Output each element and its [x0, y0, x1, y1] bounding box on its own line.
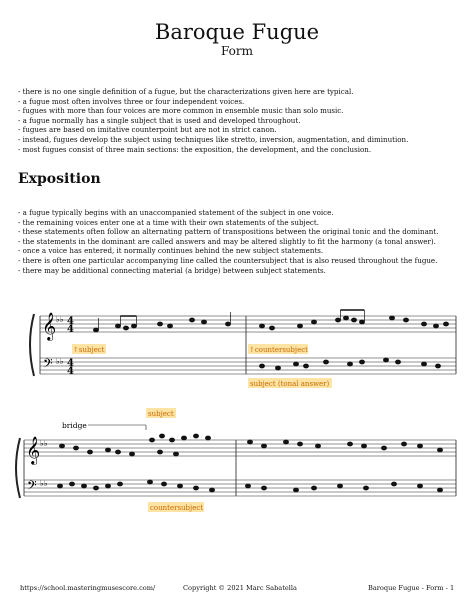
list-item: - there is often one particular accompanying line called the countersubject that is also reused throughout the fugue. [18, 255, 438, 265]
list-item: - fugues are based on imitative counterpoint but are not in strict canon. [18, 125, 277, 135]
list-item: - instead, fugues develop the subject using techniques like stretto, inversion, augmentation, and diminution. [18, 134, 409, 144]
bass-clef-icon: 𝄢 [43, 356, 53, 374]
list-item: - a fugue typically begins with an unaccompanied statement of the subject in one voice. [18, 208, 334, 217]
treble-notes [93, 312, 230, 332]
intro-list [18, 87, 458, 154]
system-brace [16, 438, 20, 498]
page-subtitle: Form [220, 44, 253, 58]
list-item: - the remaining voices enter one at a time with their own statements of the subject. [18, 217, 319, 227]
bass-staff [24, 480, 456, 496]
list-item: - these statements often follow an alternating pattern of transpositions between the original tonic and the dominant. [18, 227, 439, 237]
key-flat-icon: ♭♭ [56, 357, 64, 366]
page-title: Baroque Fugue [154, 20, 320, 44]
bass-notes [259, 358, 440, 370]
treble-clef-icon: 𝄞 [42, 312, 57, 340]
list-item: - most fugues consist of three main sections: the exposition, the development, and the conclusion. [18, 144, 372, 154]
key-flat-icon: ♭♭ [56, 315, 64, 324]
tonal-answer-label: subject (tonal answer) [250, 380, 330, 388]
countersubject-label: ↑countersubject [249, 346, 308, 354]
list-item: - the statements in the dominant are called answers and may be altered slightly to fit the harmony (a tonal answer). [18, 236, 436, 246]
svg-text:4: 4 [67, 316, 74, 327]
list-item: - there is no one single definition of a fugue, but the characterizations given here are typical. [18, 87, 354, 96]
treble-clef-icon: 𝄞 [26, 436, 41, 464]
bass-clef-icon: 𝄢 [27, 478, 37, 496]
svg-text:4: 4 [67, 358, 74, 369]
footer-copyright: Copyright © 2021 Marc Sabatella [183, 584, 297, 592]
svg-text:4: 4 [67, 366, 74, 377]
bass-staff [40, 358, 456, 374]
list-item: - fugues with more than four voices are more common in ensemble music than solo music. [18, 106, 344, 116]
treble-notes [59, 434, 442, 456]
svg-text:4: 4 [67, 324, 74, 335]
bridge-label: bridge [62, 421, 87, 430]
key-flat-icon: ♭♭ [40, 439, 48, 448]
exposition-list [18, 208, 458, 275]
bass-notes [57, 480, 442, 492]
footer-page: Baroque Fugue - Form - 1 [368, 584, 455, 592]
key-flat-icon: ♭♭ [40, 479, 48, 488]
list-item: - a fugue normally has a single subject that is used and developed throughout. [18, 115, 301, 125]
system-brace [30, 314, 34, 376]
list-item: - once a voice has entered, it normally continues behind the new subject statements. [18, 246, 324, 256]
footer-url[interactable]: https://school.masteringmusescore.com/ [20, 584, 156, 592]
score-system-2 [0, 406, 474, 516]
list-item: - there may be additional connecting material (a bridge) between subject statements. [18, 265, 326, 275]
section-heading-exposition: Exposition [18, 171, 101, 187]
score-system-1 [0, 300, 474, 390]
list-item: - a fugue most often involves three or four independent voices. [18, 96, 245, 106]
countersubject-label: countersubject [150, 504, 204, 512]
subject-label: ↑subject [73, 346, 105, 354]
subject-label: subject [148, 410, 174, 418]
